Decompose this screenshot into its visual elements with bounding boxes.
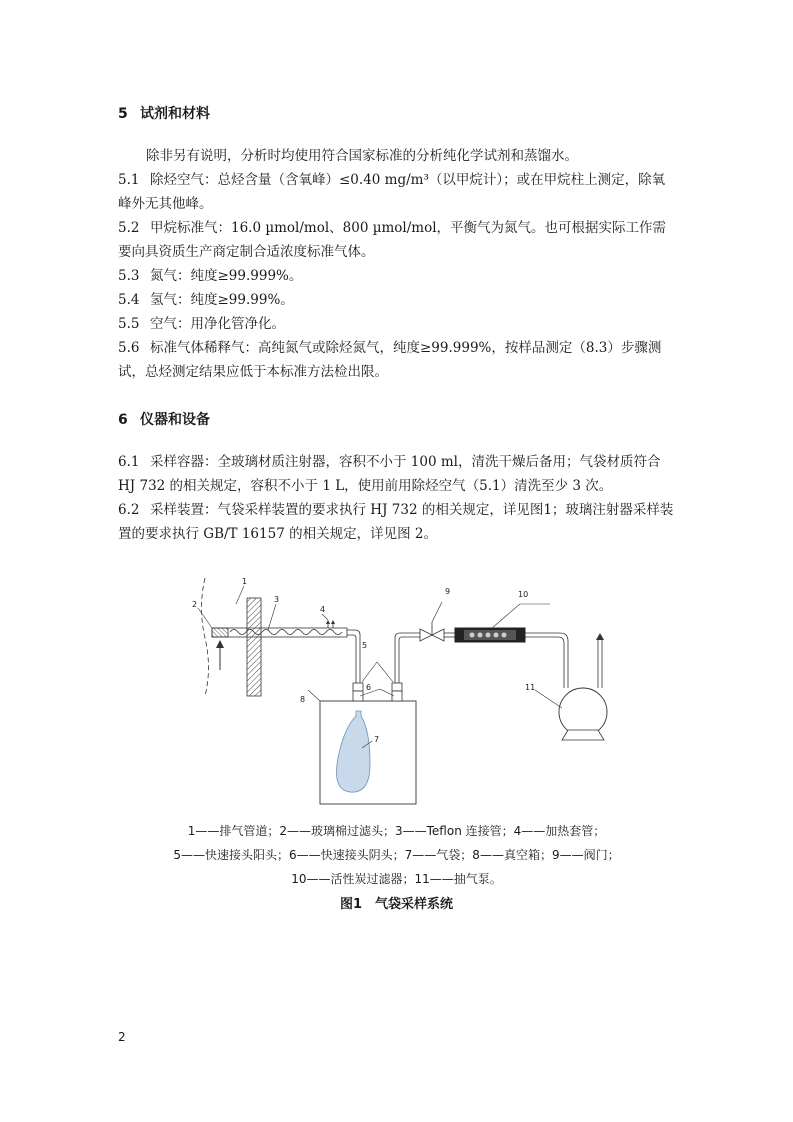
figure-label: 9 — [445, 587, 451, 596]
clause-text: 除烃空气：总烃含量（含氧峰）≤0.40 mg/m³（以甲烷计）；或在甲烷柱上测定，除氧峰外无其他峰。 — [118, 172, 666, 212]
clause-label: 5.4 — [118, 292, 140, 308]
clause-text: 氢气：纯度≥99.99%。 — [150, 292, 294, 308]
section-heading-6 — [118, 409, 210, 429]
clause-label: 6.1 — [118, 454, 140, 470]
figure-label: 11 — [525, 683, 536, 692]
gas-bag-sampling-diagram — [180, 578, 620, 810]
clause-label: 5.5 — [118, 316, 140, 332]
section-title: 仪器和设备 — [140, 412, 210, 428]
activated-carbon-filter — [455, 604, 550, 642]
clause-5-1 — [118, 168, 678, 216]
figure-title: 图1 气袋采样系统 — [339, 897, 454, 912]
figure-label: 3 — [274, 595, 280, 604]
figure-label: 5 — [362, 641, 368, 650]
figure-label: 4 — [320, 605, 326, 614]
section-heading-5 — [118, 103, 210, 123]
clause-text: 甲烷标准气：16.0 µmol/mol、800 µmol/mol，平衡气为氮气。也可根据实际工作需要向具资质生产商定制合适浓度标准气体。 — [118, 220, 667, 260]
figure-legend-line-3: 10——活性炭过滤器；11——抽气泵。 — [291, 872, 502, 886]
pump-line — [525, 633, 604, 688]
clause-5-5 — [118, 312, 678, 336]
clause-label: 5.2 — [118, 220, 140, 236]
clause-label: 6.2 — [118, 502, 140, 518]
section-number: 5 — [118, 106, 128, 122]
section-title: 试剂和材料 — [140, 106, 210, 122]
clause-label: 5.6 — [118, 340, 140, 356]
clause-6-1 — [118, 450, 678, 498]
figure-label: 7 — [374, 735, 380, 744]
air-pump — [535, 688, 607, 740]
clause-5-6 — [118, 336, 678, 384]
figure-legend-line-1: 1——排气管道；2——玻璃棉过滤头；3——Teflon 连接管；4——加热套管； — [187, 824, 606, 838]
figure-label: 6 — [366, 683, 372, 692]
valve — [420, 602, 455, 641]
clause-5-2 — [118, 216, 678, 264]
figure-label: 2 — [192, 600, 198, 609]
sampling-probe — [212, 620, 347, 637]
clause-text: 标准气体稀释气：高纯氮气或除烃氮气，纯度≥99.999%，按样品测定（8.3）步骤测试，总烃测定结果应低于本标准方法检出限。 — [118, 340, 662, 380]
section-number: 6 — [118, 412, 128, 428]
page-number: 2 — [118, 1030, 126, 1044]
clause-text: 采样容器：全玻璃材质注射器，容积不小于 100 ml，清洗干燥后备用；气袋材质符合 HJ 732 的相关规定，容积不小于 1 L，使用前用除烃空气（5.1）清洗至少 3 次。 — [118, 454, 661, 494]
clause-label: 5.1 — [118, 172, 140, 188]
clause-5-4 — [118, 288, 678, 312]
section-intro: 除非另有说明，分析时均使用符合国家标准的分析纯化学试剂和蒸馏水。 — [146, 148, 578, 164]
clause-label: 5.3 — [118, 268, 140, 284]
figure-label: 10 — [518, 590, 529, 599]
figure-legend-line-2: 5——快速接头阳头；6——快速接头阴头；7——气袋；8——真空箱；9——阀门； — [173, 848, 620, 862]
clause-text: 采样装置：气袋采样装置的要求执行 HJ 732 的相关规定，详见图1；玻璃注射器采样装置的要求执行 GB/T 16157 的相关规定，详见图 2。 — [118, 502, 674, 542]
sample-line — [347, 630, 426, 691]
clause-6-2 — [118, 498, 678, 546]
clause-5-3 — [118, 264, 678, 288]
figure-label: 8 — [300, 695, 306, 704]
figure-label: 1 — [242, 578, 248, 586]
clause-text: 空气：用净化管净化。 — [150, 316, 285, 332]
clause-text: 氮气：纯度≥99.999%。 — [150, 268, 303, 284]
